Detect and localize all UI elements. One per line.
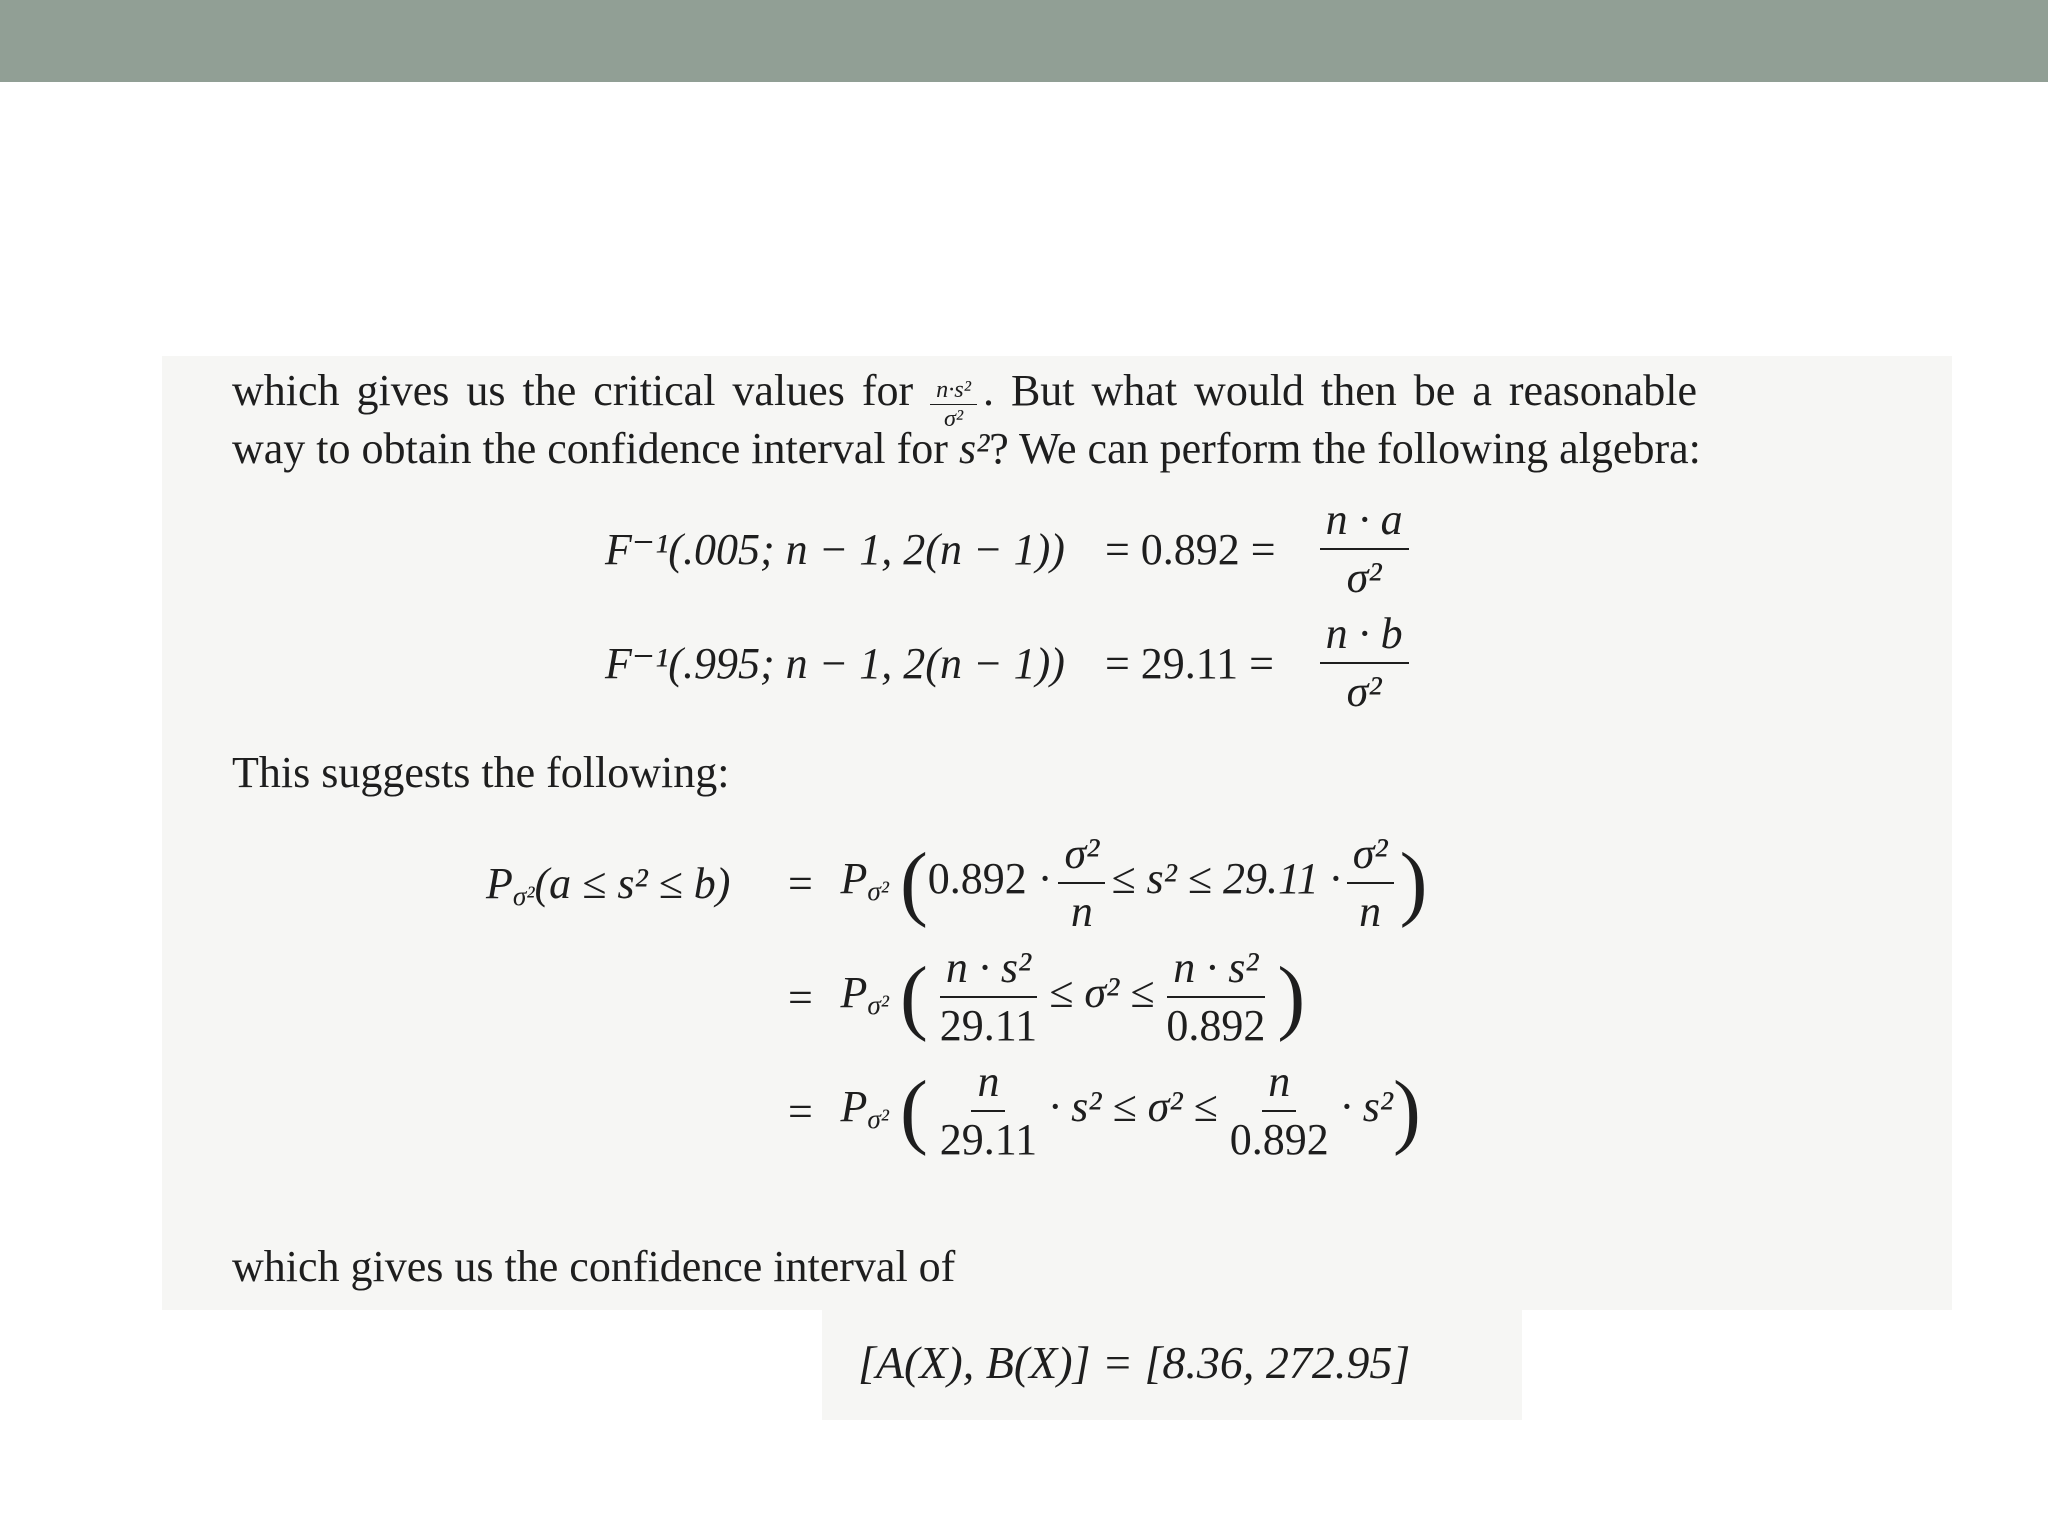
math-expression: ≤ σ² ≤ [1049, 968, 1155, 1018]
equation-block-2 [486, 826, 1427, 1168]
left-paren: ( [899, 837, 928, 929]
left-paren: ( [899, 1065, 928, 1157]
equation-lhs: F⁻¹(.005; n − 1, 2(n − 1)) [605, 524, 1065, 574]
text-segment: which gives us the critical values for [232, 366, 914, 415]
title-bar [0, 0, 2048, 82]
math-subscript: σ² [512, 880, 535, 911]
equation-lhs [486, 826, 760, 940]
math-symbol: P [840, 1082, 868, 1132]
equation-row [486, 826, 1427, 940]
equation-lhs: F⁻¹(.995; n − 1, 2(n − 1)) [605, 638, 1065, 688]
equation-block-1 [605, 492, 1415, 720]
fraction [934, 1057, 1043, 1164]
fraction-numerator: n · s² [1167, 946, 1264, 998]
equals-sign: = [788, 858, 813, 908]
equation-value: = 0.892 = [1104, 524, 1276, 574]
fraction-denominator: 29.11 [939, 1115, 1038, 1164]
fraction-denominator: 0.892 [1166, 1001, 1266, 1050]
fraction [1160, 943, 1271, 1050]
math-expression: 0.892 · [927, 854, 1053, 904]
equation-rhs [840, 826, 1427, 940]
paragraph-3 [232, 1238, 955, 1296]
equals-sign: = [788, 1086, 813, 1136]
math-symbol: P [840, 854, 868, 904]
equation-row [605, 606, 1415, 720]
fraction [1347, 829, 1394, 936]
fraction-numerator: σ² [1347, 832, 1394, 884]
empty-cell [486, 1054, 760, 1168]
equals-sign: = [788, 972, 813, 1022]
fraction-denominator: 29.11 [939, 1001, 1038, 1050]
right-paren: ) [1399, 837, 1428, 929]
empty-cell [486, 940, 760, 1054]
math-symbol: P [486, 858, 513, 908]
fraction-numerator: n [1262, 1060, 1296, 1112]
text-segment: way to obtain the confidence interval for [232, 424, 948, 473]
fraction-denominator: n [1070, 887, 1093, 936]
math-subscript: σ² [867, 875, 889, 906]
math-subscript: σ² [867, 989, 889, 1020]
fraction-numerator: n [971, 1060, 1005, 1112]
fraction [934, 943, 1043, 1050]
fraction-numerator: n · a [1320, 498, 1409, 550]
text-segment: . But what would then be a reasonable [982, 366, 1697, 415]
equation-rhs [1292, 606, 1415, 720]
math-expression: (a ≤ s² ≤ b) [534, 858, 731, 908]
left-paren: ( [899, 951, 928, 1043]
text-segment: This suggests the following: [232, 748, 730, 797]
fraction-numerator: n · s² [940, 946, 1037, 998]
equation-row [486, 1054, 1427, 1168]
equation-rhs [840, 1054, 1427, 1168]
paragraph-line-2 [232, 420, 1701, 478]
math-symbol: s² [958, 424, 990, 473]
math-expression: · s² [1340, 1082, 1394, 1132]
fraction-denominator: 0.892 [1229, 1115, 1329, 1164]
fraction [1320, 609, 1409, 716]
fraction-denominator: σ² [1346, 553, 1382, 602]
equation-rhs [840, 940, 1427, 1054]
equation-row [486, 940, 1427, 1054]
fraction [1224, 1057, 1335, 1164]
equation-value: = 29.11 = [1104, 638, 1274, 688]
result-equation [858, 1334, 1410, 1392]
fraction-denominator: σ² [943, 404, 964, 432]
math-symbol: P [840, 968, 868, 1018]
fraction-denominator: σ² [1346, 667, 1382, 716]
math-subscript: σ² [867, 1103, 889, 1134]
fraction-denominator: n [1359, 887, 1382, 936]
equation-row [605, 492, 1415, 606]
fraction [1320, 495, 1409, 602]
paragraph-2 [232, 744, 729, 802]
fraction [1058, 829, 1105, 936]
right-paren: ) [1277, 951, 1306, 1043]
math-expression: ≤ s² ≤ 29.11 · [1111, 854, 1341, 904]
fraction-numerator: n · b [1320, 612, 1409, 664]
text-segment: ? We can perform the following algebra: [989, 424, 1701, 473]
equation-rhs [1292, 492, 1415, 606]
math-expression: [A(X), B(X)] = [8.36, 272.95] [858, 1337, 1411, 1388]
math-expression: · s² ≤ σ² ≤ [1049, 1082, 1218, 1132]
fraction-numerator: σ² [1058, 832, 1105, 884]
right-paren: ) [1393, 1065, 1421, 1157]
fraction-numerator: n·s² [930, 378, 977, 405]
text-segment: which gives us the confidence interval of [232, 1242, 956, 1291]
